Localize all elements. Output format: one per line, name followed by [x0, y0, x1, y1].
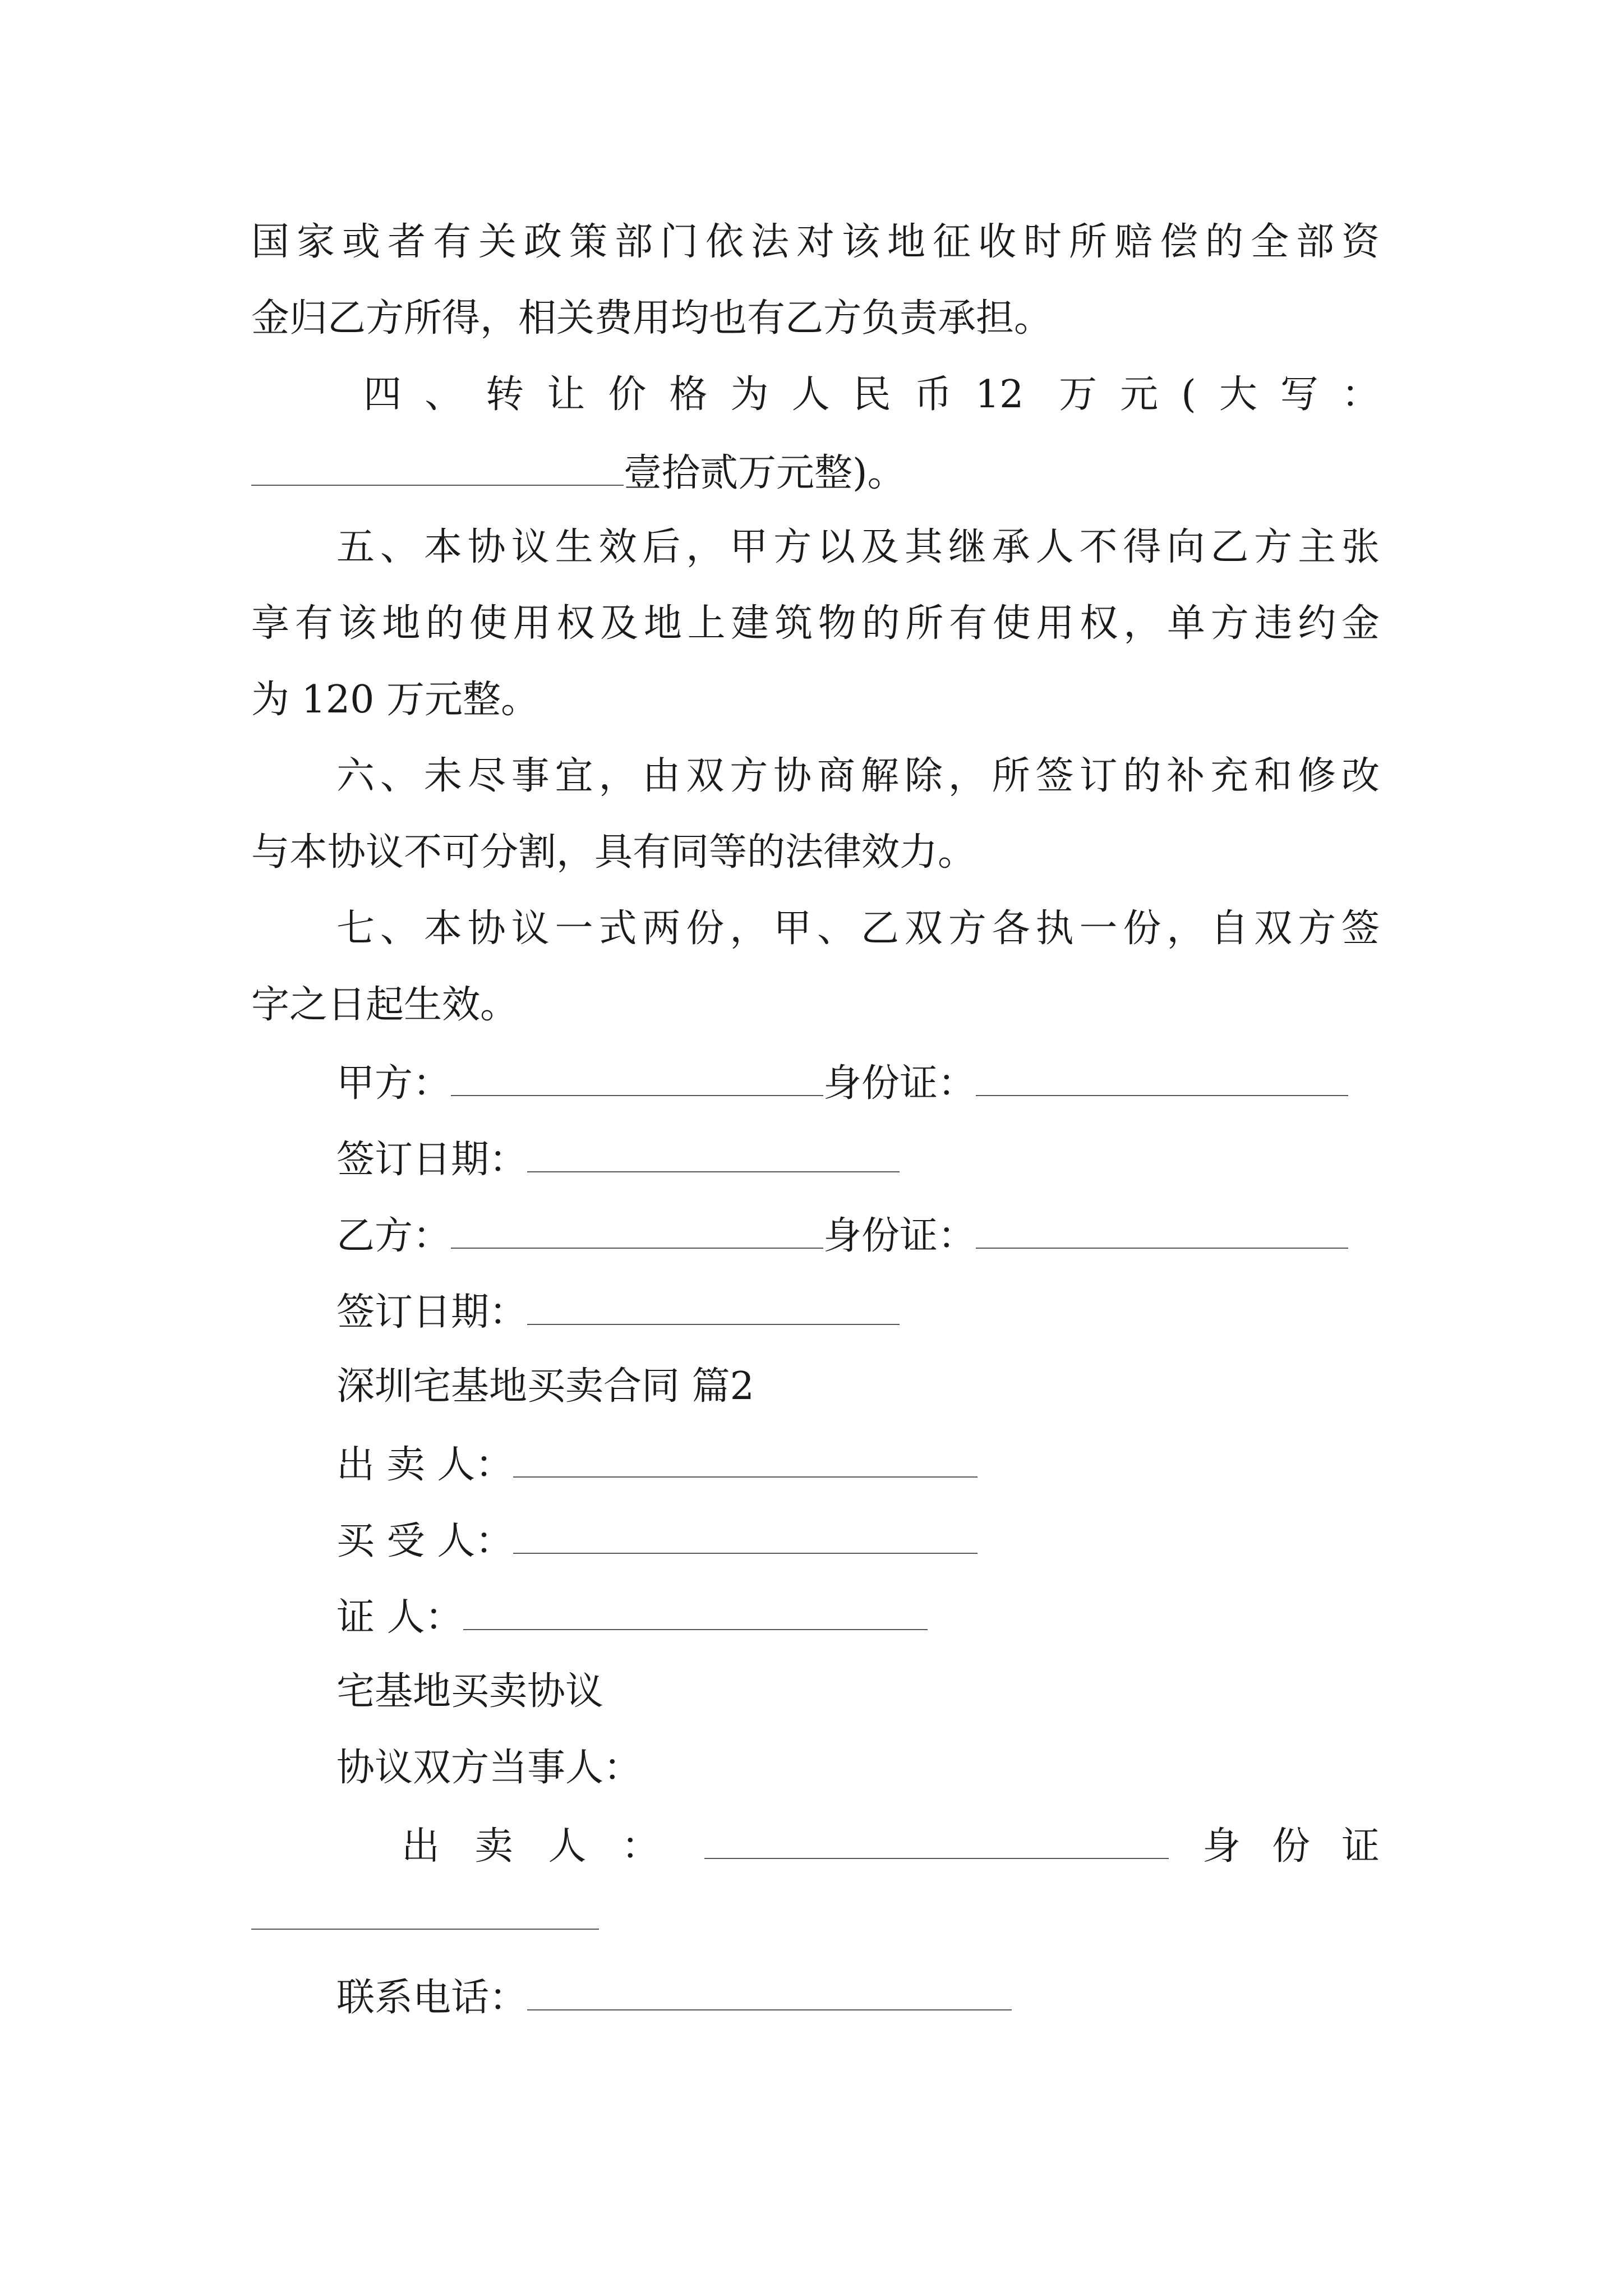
witness-row	[336, 1595, 928, 1640]
seller-label-2: 出卖人：	[402, 1824, 660, 1869]
party-b-date-label: 签订日期：	[336, 1290, 528, 1335]
witness-label: 证 人：	[336, 1595, 463, 1640]
seller-id-label: 身份证	[1202, 1824, 1380, 1869]
party-a-id-blank[interactable]	[976, 1062, 1348, 1096]
buyer-label: 买 受 人：	[336, 1519, 514, 1563]
section2-heading: 深圳宅基地买卖合同 篇2	[336, 1364, 754, 1409]
clause5-line1: 五、本协议生效后，甲方以及其继承人不得向乙方主张	[336, 525, 1380, 569]
party-b-label: 乙方：	[336, 1214, 451, 1258]
clause6-line2: 与本协议不可分割，具有同等的法律效力。	[251, 830, 976, 875]
party-a-label: 甲方：	[336, 1061, 451, 1106]
clause7-line1: 七、本协议一式两份，甲、乙双方各执一份，自双方签	[336, 907, 1380, 951]
party-a-blank[interactable]	[451, 1062, 823, 1096]
party-a-date-blank[interactable]	[527, 1139, 900, 1172]
clause4-amount-words: 壹拾贰万元整)。	[624, 451, 906, 495]
clause7-line2: 字之日起生效。	[251, 983, 519, 1027]
clause4-line2	[251, 452, 906, 493]
party-b-blank[interactable]	[451, 1215, 823, 1249]
seller-blank[interactable]	[513, 1444, 978, 1478]
amount-blank[interactable]	[251, 452, 624, 486]
seller-id-row	[402, 1824, 1380, 1869]
party-a-date-label: 签订日期：	[336, 1138, 528, 1182]
clause3-line1: 国家或者有关政策部门依法对该地征收时所赔偿的全部资	[251, 220, 1380, 264]
seller-label: 出 卖 人：	[336, 1443, 514, 1487]
clause3-line2: 金归乙方所得，相关费用均也有乙方负责承担。	[251, 296, 1053, 341]
party-a-id-label: 身份证：	[823, 1061, 976, 1106]
party-a-date-row	[336, 1138, 900, 1182]
party-b-date-blank[interactable]	[527, 1291, 900, 1325]
clause4-line1: 四、转让价格为人民币12 万元(大写：	[363, 372, 1380, 417]
party-b-id-label: 身份证：	[823, 1214, 976, 1258]
phone-row	[336, 1976, 1012, 2020]
parties-label: 协议双方当事人：	[336, 1746, 642, 1790]
party-a-row	[336, 1061, 1348, 1106]
seller-blank-2[interactable]	[704, 1825, 1169, 1859]
clause5-line3: 为 120 万元整。	[251, 678, 540, 722]
buyer-blank[interactable]	[513, 1520, 978, 1554]
phone-blank[interactable]	[527, 1977, 1012, 2010]
witness-blank[interactable]	[463, 1596, 928, 1630]
agreement-title: 宅基地买卖协议	[336, 1669, 604, 1714]
seller-id-blank[interactable]	[251, 1929, 599, 1930]
party-b-date-row	[336, 1290, 900, 1335]
buyer-row	[336, 1520, 978, 1561]
clause6-line1: 六、未尽事宜，由双方协商解除，所签订的补充和修改	[336, 754, 1380, 798]
party-b-row	[336, 1214, 1348, 1258]
phone-label: 联系电话：	[336, 1976, 528, 2020]
seller-row	[336, 1443, 978, 1487]
party-b-id-blank[interactable]	[976, 1215, 1348, 1249]
clause5-line2: 享有该地的使用权及地上建筑物的所有使用权，单方违约金	[251, 601, 1380, 646]
